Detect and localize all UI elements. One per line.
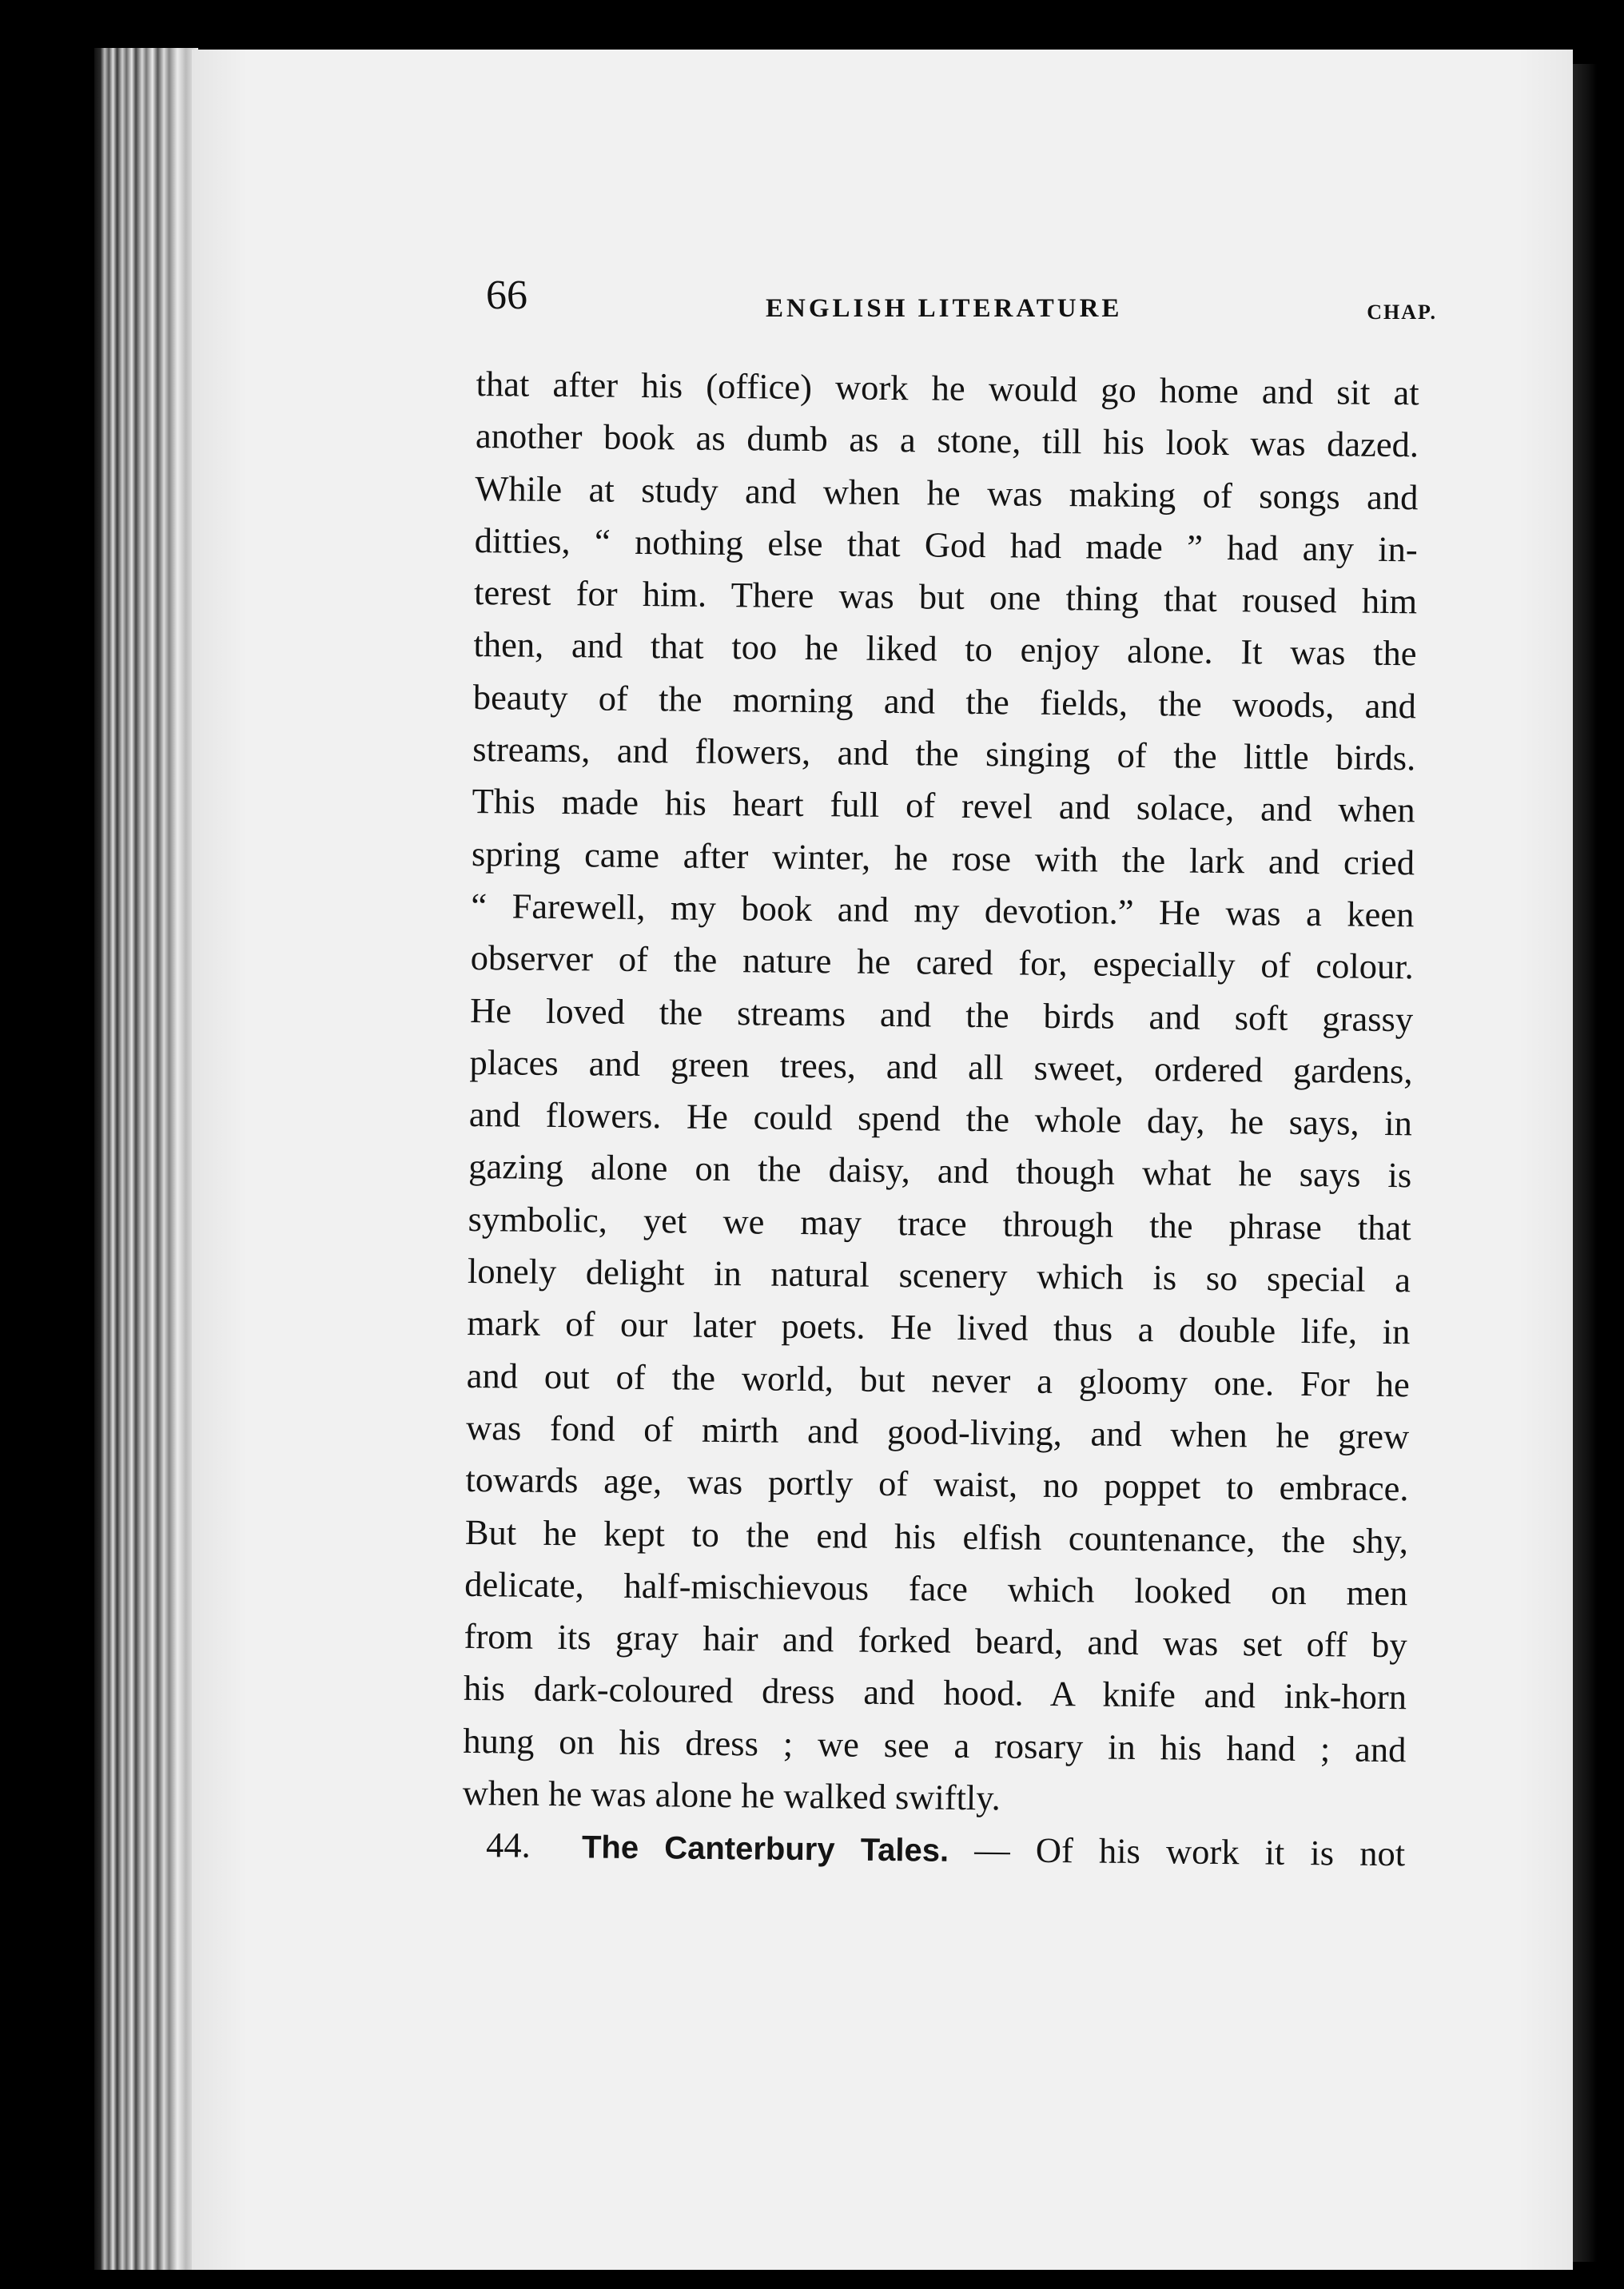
text-line: symbolic, yet we may trace through the phrase that xyxy=(468,1198,1411,1248)
text-line: He loved the streams and the birds and soft grassy xyxy=(469,989,1414,1039)
text-line: another book as dumb as a stone, till his look was dazed. xyxy=(475,416,1419,465)
text-line: hung on his dress ; we see a rosary in his hand ; and xyxy=(463,1720,1407,1769)
section-title: The Canterbury Tales. xyxy=(581,1829,949,1869)
text-line: places and green trees, and all sweet, ordered gardens, xyxy=(469,1041,1413,1092)
body-text xyxy=(462,358,1419,1881)
text-line: observer of the nature he cared for, especially of colour. xyxy=(470,937,1414,987)
section-heading-line xyxy=(462,1819,1406,1881)
text-line: towards age, was portly of waist, no poppet to embrace. xyxy=(465,1459,1409,1509)
running-title: ENGLISH LITERATURE xyxy=(766,294,1123,323)
book-gutter-edges xyxy=(94,48,198,2270)
text-line: was fond of mirth and good-living, and when he grew xyxy=(465,1407,1410,1457)
text-line: ditties, “ nothing else that God had made ” had any in- xyxy=(474,520,1418,570)
text-line: when he was alone he walked swiftly. xyxy=(462,1772,1001,1818)
text-line: then, and that too he liked to enjoy alone. It was the xyxy=(473,624,1417,674)
text-line: lonely delight in natural scenery which is so special a xyxy=(467,1250,1411,1300)
section-number: 44. xyxy=(485,1825,531,1866)
text-line: that after his (office) work he would go home and sit at xyxy=(476,363,1419,413)
running-chapter-label: CHAP. xyxy=(1367,301,1437,324)
text-line: terest for him. There was but one thing that roused him xyxy=(473,572,1418,622)
text-line: delicate, half-mischievous face which looked on men xyxy=(464,1563,1408,1614)
text-line: and flowers. He could spend the whole day, he says, in xyxy=(468,1094,1413,1144)
page-right-edge xyxy=(1573,64,1597,2262)
section-text: — Of his work it is not xyxy=(974,1829,1406,1874)
text-line: spring came after winter, he rose with the lark and cried xyxy=(471,833,1415,882)
text-line: But he kept to the end his elfish countenance, the shy, xyxy=(464,1511,1409,1561)
running-head xyxy=(486,272,1437,336)
text-line: mark of our later poets. He lived thus a double life, in xyxy=(467,1303,1411,1352)
page-number: 66 xyxy=(486,273,527,318)
text-line: his dark-coloured dress and hood. A knife and ink-horn xyxy=(463,1668,1407,1718)
text-line: gazing alone on the daisy, and though what he says is xyxy=(468,1146,1412,1196)
text-line: “ Farewell, my book and my devotion.” He was a keen xyxy=(471,885,1415,935)
text-line: This made his heart full of revel and solace, and when xyxy=(472,781,1415,830)
text-line: beauty of the morning and the fields, the woods, and xyxy=(472,676,1417,727)
text-line: from its gray hair and forked beard, and was set off by xyxy=(464,1616,1407,1666)
text-line: While at study and when he was making of songs and xyxy=(475,468,1419,517)
text-line: and out of the world, but never a gloomy one. For he xyxy=(466,1355,1410,1404)
text-line: streams, and flowers, and the singing of the little birds. xyxy=(472,729,1416,778)
